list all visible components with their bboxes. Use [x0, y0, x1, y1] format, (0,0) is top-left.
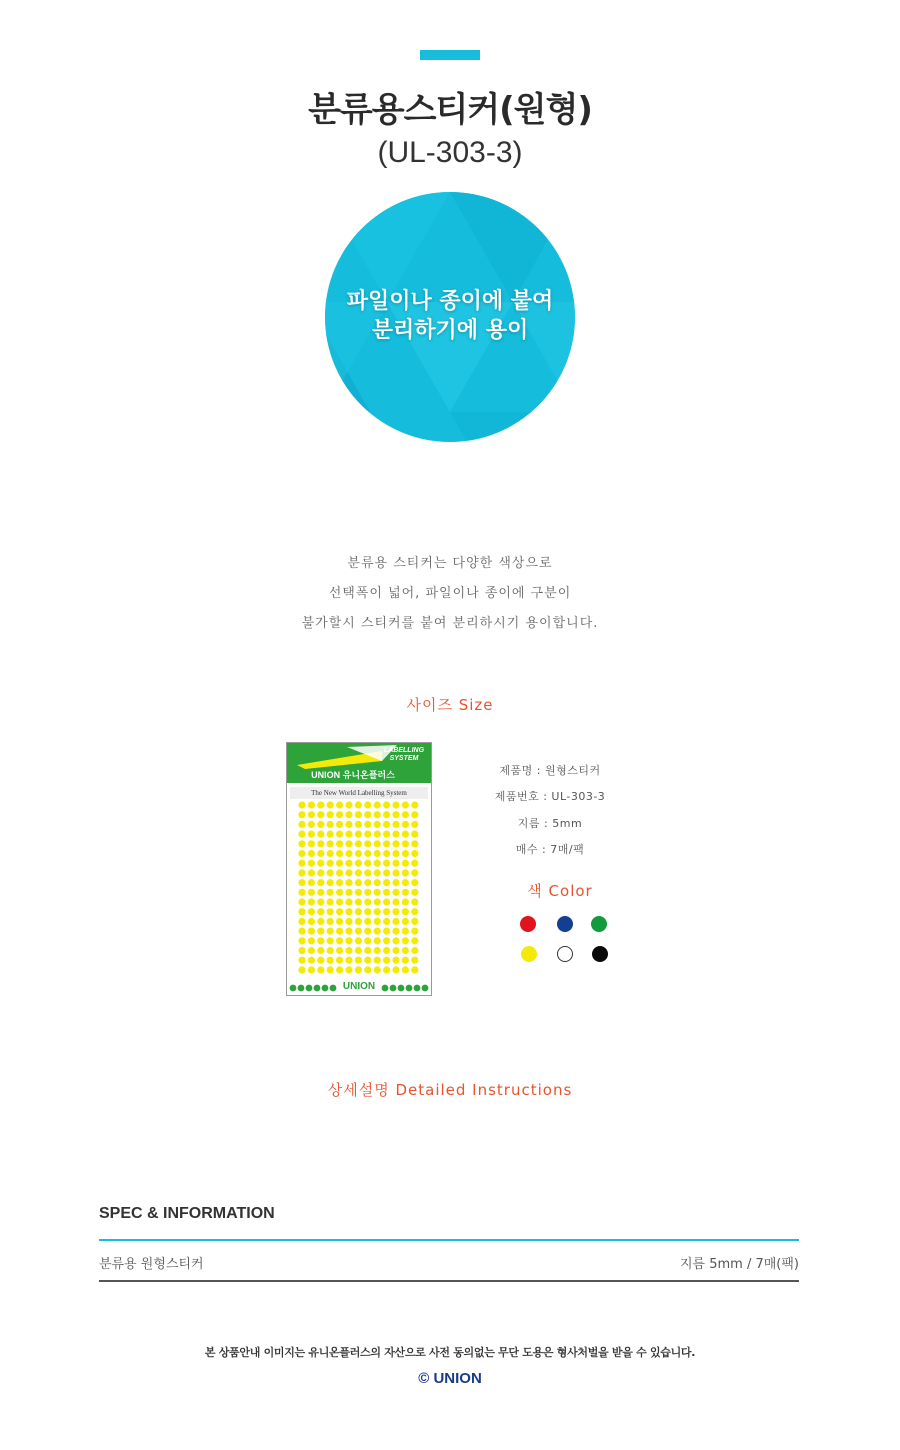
- sticker-dot: [327, 908, 334, 915]
- sticker-dot: [355, 908, 362, 915]
- sticker-dot: [383, 918, 390, 925]
- sticker-dot: [336, 850, 343, 857]
- sticker-dot: [355, 801, 362, 808]
- sticker-dot: [411, 821, 418, 828]
- sticker-dot: [317, 918, 324, 925]
- spec-table-left: 분류용 원형스티커: [99, 1257, 204, 1272]
- swatch-yellow: [521, 946, 537, 962]
- sticker-dot: [402, 937, 409, 944]
- card-brand: UNION 유니온플러스: [311, 770, 395, 780]
- footer-dot: [422, 985, 429, 992]
- sticker-dot: [411, 928, 418, 935]
- sticker-dot: [383, 821, 390, 828]
- sticker-dot: [336, 831, 343, 838]
- sticker-dot: [327, 889, 334, 896]
- sticker-dot: [345, 840, 352, 847]
- sticker-dot: [317, 811, 324, 818]
- sticker-dot: [355, 947, 362, 954]
- spec-table-right: 지름 5mm / 7매(팩): [679, 1257, 799, 1272]
- sticker-dot: [345, 879, 352, 886]
- sticker-dot: [364, 869, 371, 876]
- sticker-dot: [383, 869, 390, 876]
- sticker-dot: [402, 947, 409, 954]
- sticker-dot: [355, 889, 362, 896]
- spec-diameter: 지름 : 5mm: [517, 817, 583, 830]
- sticker-dot: [336, 918, 343, 925]
- sticker-dot: [308, 840, 315, 847]
- sticker-dot: [308, 869, 315, 876]
- sticker-dot: [411, 937, 418, 944]
- spec-product-code: 제품번호 : UL-303-3: [494, 790, 606, 803]
- sticker-dot: [317, 937, 324, 944]
- sticker-dot: [402, 869, 409, 876]
- sticker-dot: [336, 928, 343, 935]
- description-line-3: 불가할시 스티커를 붙여 분리하시기 용이합니다.: [301, 616, 599, 631]
- union-logo: © UNION: [418, 1370, 482, 1387]
- sticker-dot: [298, 850, 305, 857]
- sticker-dot: [374, 928, 381, 935]
- sticker-dot: [392, 801, 399, 808]
- size-heading: 사이즈 Size: [406, 696, 494, 714]
- sticker-dot: [298, 811, 305, 818]
- sticker-dot: [298, 840, 305, 847]
- feature-line-2: 분리하기에 용이: [371, 318, 529, 343]
- sticker-dot: [392, 869, 399, 876]
- sticker-dot: [317, 869, 324, 876]
- sticker-dot: [308, 850, 315, 857]
- sticker-dot: [355, 869, 362, 876]
- sticker-dot: [383, 879, 390, 886]
- swatch-black: [592, 946, 608, 962]
- sticker-dot: [392, 947, 399, 954]
- spec-table-bottom-rule: [99, 1280, 799, 1282]
- sticker-dot: [298, 869, 305, 876]
- sticker-dot: [411, 811, 418, 818]
- footer-dot: [290, 985, 297, 992]
- sticker-dot: [364, 811, 371, 818]
- sticker-dot: [402, 850, 409, 857]
- sticker-dot: [364, 966, 371, 973]
- swatch-red: [520, 916, 536, 932]
- sticker-dot: [327, 821, 334, 828]
- sticker-dot: [345, 947, 352, 954]
- sticker-dot: [355, 918, 362, 925]
- sticker-dot: [374, 821, 381, 828]
- sticker-dot: [345, 957, 352, 964]
- sticker-dot: [411, 860, 418, 867]
- sticker-dot: [317, 908, 324, 915]
- sticker-dot: [402, 889, 409, 896]
- sticker-dot: [336, 898, 343, 905]
- sticker-dot: [298, 831, 305, 838]
- sticker-dot: [327, 966, 334, 973]
- sticker-dot: [308, 898, 315, 905]
- sticker-dot: [308, 860, 315, 867]
- sticker-dot: [411, 831, 418, 838]
- card-labelling-text: LABELLING SYSTEM: [383, 747, 425, 762]
- sticker-dot: [298, 898, 305, 905]
- feature-line-1: 파일이나 종이에 붙여: [346, 289, 554, 314]
- sticker-dot: [308, 966, 315, 973]
- sticker-dot: [374, 869, 381, 876]
- sticker-dot: [308, 821, 315, 828]
- sticker-dot: [308, 879, 315, 886]
- sticker-dot: [317, 840, 324, 847]
- sticker-dot: [392, 850, 399, 857]
- sticker-dot: [308, 957, 315, 964]
- sticker-dot: [383, 928, 390, 935]
- sticker-dot: [392, 821, 399, 828]
- sticker-dot: [355, 821, 362, 828]
- sticker-dot: [402, 879, 409, 886]
- sticker-dot: [308, 908, 315, 915]
- sticker-dot: [336, 869, 343, 876]
- sticker-dot: [402, 966, 409, 973]
- sticker-dot: [374, 937, 381, 944]
- sticker-dot: [345, 850, 352, 857]
- footer-dot: [382, 985, 389, 992]
- sticker-dot: [411, 869, 418, 876]
- sticker-dot: [411, 850, 418, 857]
- sticker-dot: [383, 811, 390, 818]
- sticker-dot: [336, 937, 343, 944]
- sticker-dot: [402, 918, 409, 925]
- sticker-dot: [374, 840, 381, 847]
- sticker-dot: [327, 850, 334, 857]
- footer-dot: [322, 985, 329, 992]
- sticker-dot: [298, 879, 305, 886]
- sticker-dot: [364, 860, 371, 867]
- model-number: (UL-303-3): [377, 136, 523, 169]
- sticker-dot: [364, 898, 371, 905]
- sticker-dot: [345, 821, 352, 828]
- sticker-dot: [317, 928, 324, 935]
- sticker-dot: [411, 966, 418, 973]
- sticker-dot: [327, 937, 334, 944]
- sticker-dot: [374, 831, 381, 838]
- sticker-dot: [345, 889, 352, 896]
- feature-circle: [325, 192, 575, 442]
- sticker-dot: [392, 957, 399, 964]
- sticker-dot: [317, 889, 324, 896]
- sticker-dot: [345, 928, 352, 935]
- sticker-dot: [374, 966, 381, 973]
- sticker-dot: [364, 831, 371, 838]
- sticker-dot: [336, 879, 343, 886]
- sticker-dot: [345, 937, 352, 944]
- sticker-dot: [327, 898, 334, 905]
- sticker-dot: [383, 957, 390, 964]
- sticker-dot: [402, 811, 409, 818]
- sticker-dot: [317, 831, 324, 838]
- sticker-dot: [374, 908, 381, 915]
- sticker-dot: [345, 831, 352, 838]
- sticker-dot: [383, 908, 390, 915]
- sticker-dot: [336, 889, 343, 896]
- sticker-dot: [298, 966, 305, 973]
- sticker-dot: [308, 831, 315, 838]
- sticker-dot: [402, 840, 409, 847]
- sticker-dot: [374, 918, 381, 925]
- sticker-dot: [308, 801, 315, 808]
- sticker-dot: [364, 908, 371, 915]
- sticker-dot: [411, 801, 418, 808]
- sticker-dot: [355, 811, 362, 818]
- sticker-dot: [336, 908, 343, 915]
- sticker-dot: [411, 889, 418, 896]
- sticker-dot: [411, 840, 418, 847]
- sticker-dot: [411, 947, 418, 954]
- description-line-2: 선택폭이 넓어, 파일이나 종이에 구분이: [328, 586, 572, 601]
- sticker-dot: [402, 908, 409, 915]
- sticker-dot: [345, 860, 352, 867]
- sticker-dot: [402, 831, 409, 838]
- sticker-dot: [402, 928, 409, 935]
- detail-heading: 상세설명 Detailed Instructions: [327, 1081, 573, 1099]
- sticker-dot: [317, 957, 324, 964]
- sticker-dot: [317, 898, 324, 905]
- accent-bar: [420, 50, 480, 60]
- sticker-dot: [392, 908, 399, 915]
- sticker-dot: [392, 811, 399, 818]
- sticker-dot: [345, 908, 352, 915]
- sticker-dot: [374, 860, 381, 867]
- sticker-dot: [317, 801, 324, 808]
- sticker-dot: [364, 879, 371, 886]
- sticker-dot: [383, 860, 390, 867]
- sticker-dot: [392, 966, 399, 973]
- sticker-dot: [411, 918, 418, 925]
- product-image: [286, 742, 432, 996]
- sticker-dot: [411, 957, 418, 964]
- sticker-dot: [392, 879, 399, 886]
- sticker-dot: [336, 811, 343, 818]
- spec-product-name: 제품명 : 원형스티커: [499, 764, 601, 777]
- sticker-dot: [317, 821, 324, 828]
- spec-quantity: 매수 : 7매/팩: [515, 843, 585, 856]
- sticker-dot: [392, 898, 399, 905]
- sticker-dot: [383, 801, 390, 808]
- sticker-dot: [383, 947, 390, 954]
- sticker-dot: [298, 908, 305, 915]
- description-line-1: 분류용 스티커는 다양한 색상으로: [347, 556, 553, 571]
- sticker-dot: [298, 860, 305, 867]
- sticker-dot: [402, 860, 409, 867]
- swatch-blue: [557, 916, 573, 932]
- sticker-dot: [364, 928, 371, 935]
- sticker-dot: [317, 860, 324, 867]
- sticker-dot: [411, 898, 418, 905]
- sticker-dot: [374, 947, 381, 954]
- sticker-dots: [287, 743, 431, 995]
- sticker-dot: [402, 801, 409, 808]
- footer-dot: [298, 985, 305, 992]
- sticker-dot: [298, 957, 305, 964]
- sticker-dot: [327, 801, 334, 808]
- sticker-dot: [383, 966, 390, 973]
- page-title: 분류용스티커(원형): [308, 90, 592, 130]
- sticker-dot: [336, 860, 343, 867]
- sticker-dot: [345, 918, 352, 925]
- sticker-dot: [336, 801, 343, 808]
- footer-dot: [314, 985, 321, 992]
- sticker-dot: [327, 840, 334, 847]
- sticker-dot: [364, 889, 371, 896]
- sticker-dot: [298, 889, 305, 896]
- sticker-dot: [392, 928, 399, 935]
- sticker-dot: [392, 937, 399, 944]
- sticker-dot: [336, 821, 343, 828]
- sticker-dot: [317, 879, 324, 886]
- sticker-dot: [308, 928, 315, 935]
- sticker-dot: [308, 889, 315, 896]
- sticker-dot: [308, 937, 315, 944]
- sticker-dot: [392, 831, 399, 838]
- sticker-dot: [364, 918, 371, 925]
- sticker-dot: [298, 801, 305, 808]
- sticker-dot: [383, 840, 390, 847]
- sticker-dot: [374, 879, 381, 886]
- footer-dot: [414, 985, 421, 992]
- sticker-dot: [383, 831, 390, 838]
- sticker-dot: [374, 811, 381, 818]
- sticker-dot: [308, 811, 315, 818]
- sticker-dot: [355, 937, 362, 944]
- sticker-dot: [355, 898, 362, 905]
- sticker-dot: [355, 879, 362, 886]
- sticker-dot: [345, 811, 352, 818]
- sticker-dot: [336, 947, 343, 954]
- card-footer-brand: UNION: [342, 981, 376, 992]
- swatch-white: [557, 946, 573, 962]
- sticker-dot: [355, 957, 362, 964]
- sticker-dot: [392, 918, 399, 925]
- sticker-dot: [402, 957, 409, 964]
- sticker-dot: [298, 947, 305, 954]
- sticker-dot: [327, 831, 334, 838]
- sticker-dot: [327, 811, 334, 818]
- sticker-dot: [327, 879, 334, 886]
- sticker-dot: [336, 840, 343, 847]
- sticker-dot: [411, 908, 418, 915]
- sticker-dot: [383, 850, 390, 857]
- sticker-dot: [355, 966, 362, 973]
- footer-dot: [398, 985, 405, 992]
- sticker-dot: [317, 947, 324, 954]
- sticker-dot: [383, 898, 390, 905]
- sticker-dot: [355, 840, 362, 847]
- sticker-dot: [392, 840, 399, 847]
- sticker-dot: [364, 821, 371, 828]
- footer-dot: [306, 985, 313, 992]
- sticker-dot: [336, 966, 343, 973]
- sticker-dot: [364, 840, 371, 847]
- sticker-dot: [327, 928, 334, 935]
- footer-dot: [406, 985, 413, 992]
- sticker-dot: [327, 869, 334, 876]
- sticker-dot: [345, 966, 352, 973]
- sticker-dot: [317, 966, 324, 973]
- sticker-dot: [392, 860, 399, 867]
- sticker-dot: [383, 937, 390, 944]
- sticker-dot: [392, 889, 399, 896]
- feature-text: [325, 287, 575, 345]
- sticker-dot: [298, 928, 305, 935]
- sticker-dot: [336, 957, 343, 964]
- sticker-dot: [355, 860, 362, 867]
- sticker-dot: [364, 801, 371, 808]
- sticker-dot: [364, 957, 371, 964]
- sticker-dot: [364, 947, 371, 954]
- sticker-dot: [374, 889, 381, 896]
- sticker-dot: [364, 850, 371, 857]
- sticker-dot: [374, 850, 381, 857]
- sticker-dot: [402, 821, 409, 828]
- sticker-dot: [308, 947, 315, 954]
- sticker-dot: [411, 879, 418, 886]
- spec-table-title: SPEC & INFORMATION: [99, 1205, 275, 1222]
- sticker-dot: [327, 860, 334, 867]
- sticker-dot: [327, 918, 334, 925]
- sticker-dot: [355, 928, 362, 935]
- footer-dot: [390, 985, 397, 992]
- sticker-dot: [298, 918, 305, 925]
- sticker-dot: [355, 831, 362, 838]
- sticker-dot: [298, 821, 305, 828]
- sticker-dot: [355, 850, 362, 857]
- spec-table-top-rule: [99, 1239, 799, 1241]
- footer-dot: [330, 985, 337, 992]
- sticker-dot: [383, 889, 390, 896]
- sticker-dot: [298, 937, 305, 944]
- sticker-dot: [374, 957, 381, 964]
- sticker-dot: [308, 918, 315, 925]
- sticker-dot: [345, 898, 352, 905]
- color-heading: 색 Color: [527, 882, 593, 900]
- sticker-dot: [317, 850, 324, 857]
- swatch-green: [591, 916, 607, 932]
- sticker-dot: [364, 937, 371, 944]
- sticker-dot: [374, 898, 381, 905]
- sticker-dot: [345, 801, 352, 808]
- card-tagline: The New World Labelling System: [290, 787, 428, 799]
- sticker-dot: [327, 947, 334, 954]
- sticker-dot: [374, 801, 381, 808]
- copyright-notice: 본 상품안내 이미지는 유니온플러스의 자산으로 사전 동의없는 무단 도용은 형사처벌을 받을 수 있습니다.: [204, 1346, 696, 1359]
- sticker-dot: [327, 957, 334, 964]
- sticker-dot: [345, 869, 352, 876]
- sticker-dot: [402, 898, 409, 905]
